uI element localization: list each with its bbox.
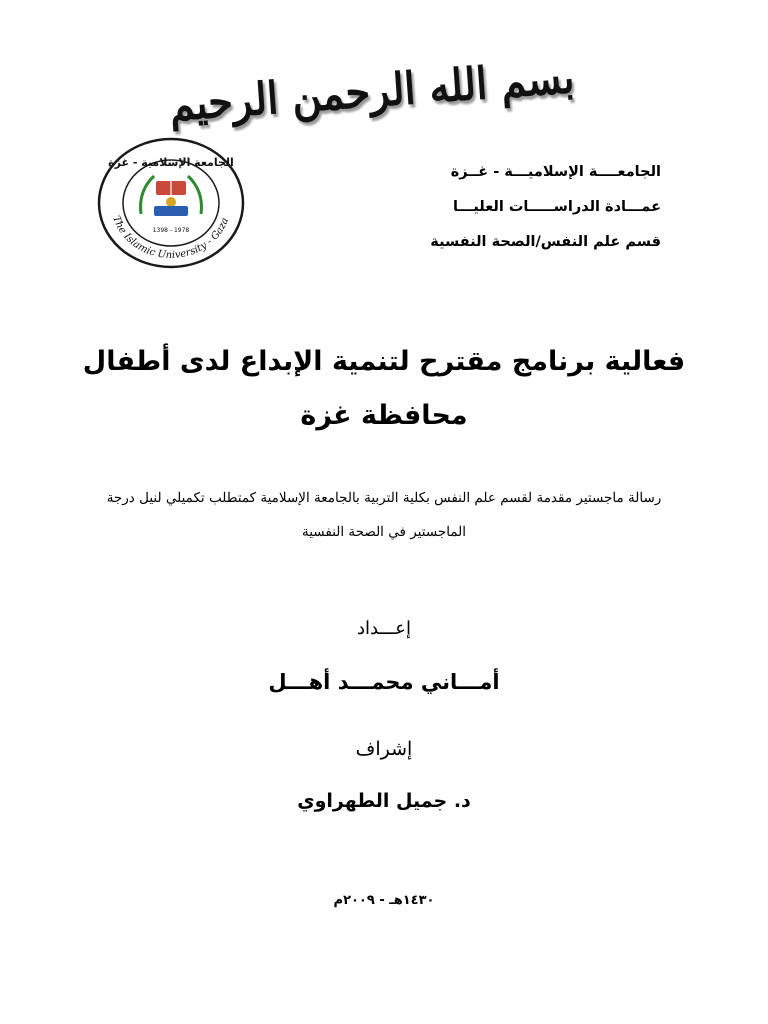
university-name: الجامعــــة الإسلاميـــة - غــزة [450, 164, 661, 180]
thesis-description-line-1: رسالة ماجستير مقدمة لقسم علم النفس بكلية التربية بالجامعة الإسلامية كمتطلب تكميلي لنيل درجة [106, 490, 662, 506]
basmala-calligraphy [167, 50, 577, 132]
thesis-title-line-1: فعالية برنامج مقترح لتنمية الإبداع لدى أطفال [82, 346, 686, 377]
thesis-date: ١٤٣٠هـ - ٢٠٠٩م [333, 893, 435, 908]
deanship-name: عمـــادة الدراســـــات العليـــا [453, 199, 661, 215]
basmala-text: بسم الله الرحمن الرحيم [167, 51, 577, 131]
supervisor-name: د. جميل الطهراوي [297, 790, 471, 812]
seal-arabic-name: الجامعة الإسلامية - غزة [108, 156, 234, 169]
seal-years: 1398 - 1978 [152, 227, 190, 234]
department-name: قسم علم النفس/الصحة النفسية [430, 234, 661, 250]
thesis-description-line-2: الماجستير في الصحة النفسية [302, 524, 466, 540]
university-seal-svg [96, 136, 246, 270]
prepared-by-label: إعـــداد [356, 618, 412, 639]
thesis-title-line-2: محافظة غزة [300, 400, 468, 431]
seal-ring-text: The Islamic University - Gaza [110, 214, 232, 262]
university-seal [96, 136, 246, 270]
institution-header [341, 160, 661, 265]
supervision-label: إشراف [355, 738, 413, 760]
author-name: أمـــاني محمـــد أهـــل [268, 670, 500, 694]
